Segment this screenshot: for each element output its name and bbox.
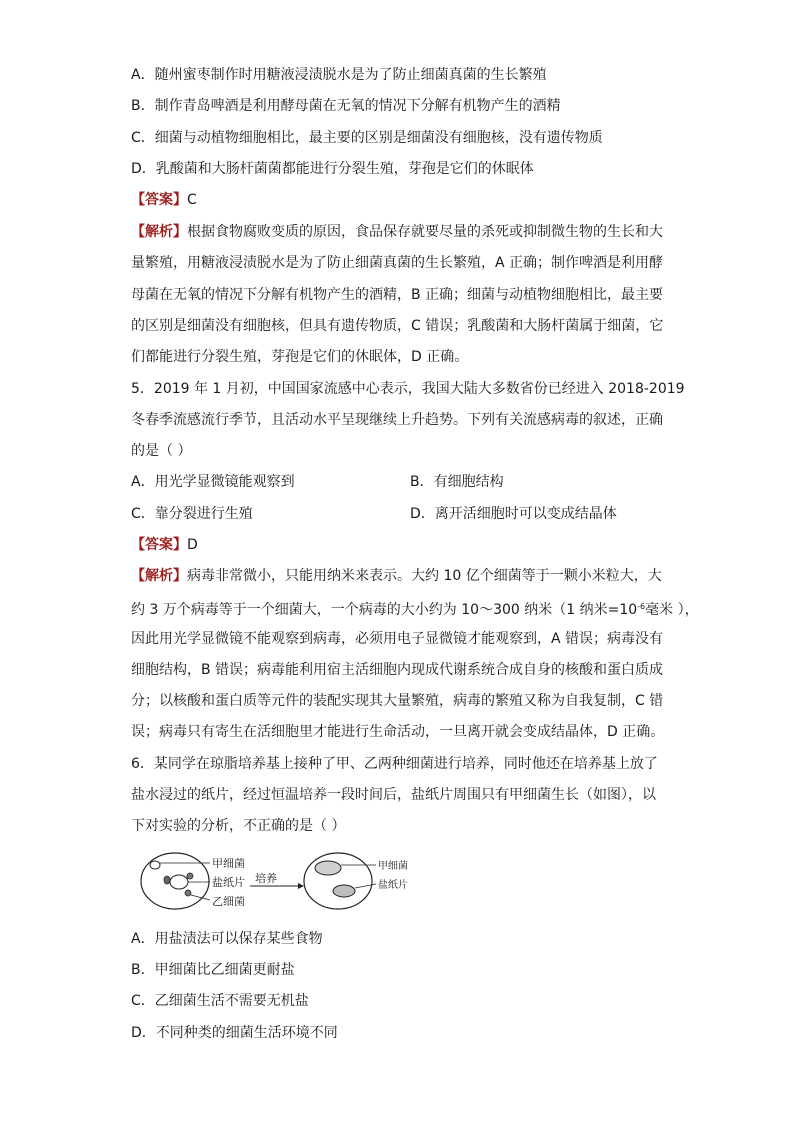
q4-analysis-line: 们都能进行分裂生殖，芽孢是它们的休眠体，D 正确。 xyxy=(131,349,469,365)
q4-option-d: D．乳酸菌和大肠杆菌菌都能进行分裂生殖，芽孢是它们的休眠体 xyxy=(131,161,534,177)
salt-paper-left xyxy=(170,875,188,889)
q5-stem-line: 冬春季流感流行季节，且活动水平呈现继续上升趋势。下列有关流感病毒的叙述，正确 xyxy=(131,412,663,428)
q4-answer xyxy=(131,190,197,210)
label-jia: 甲细菌 xyxy=(212,857,245,870)
petri-dish-right xyxy=(304,853,372,909)
q4-analysis-line: 的区别是细菌没有细胞核，但具有遗传物质，C 错误；乳酸菌和大肠杆菌属于细菌，它 xyxy=(131,318,664,334)
answer-label: 【答案】 xyxy=(131,537,187,553)
analysis-text: 约 3 万个病毒等于一个细菌大，一个病毒的大小约为 10～300 纳米（1 纳米=10 xyxy=(131,602,638,618)
bacteria-yi-colony xyxy=(185,890,191,896)
q5-option-d: D．离开活细胞时可以变成结晶体 xyxy=(410,506,617,522)
q4-analysis-line: 量繁殖，用糖液浸渍脱水是为了防止细菌真菌的生长繁殖，A 正确；制作啤酒是利用酵 xyxy=(131,255,664,271)
answer-label: 【答案】 xyxy=(131,192,187,208)
q5-analysis-line: 误；病毒只有寄生在活细胞里才能进行生命活动，一旦离开就会变成结晶体，D 正确。 xyxy=(131,724,665,740)
q4-option-b: B．制作青岛啤酒是利用酵母菌在无氧的情况下分解有机物产生的酒精 xyxy=(131,98,561,114)
arrow-head xyxy=(298,883,304,889)
culture-dish-diagram xyxy=(138,848,408,914)
q4-analysis-line xyxy=(131,222,663,242)
bacteria-jia-colony xyxy=(150,861,160,869)
q6-stem-line: 盐水浸过的纸片，经过恒温培养一段时间后，盐纸片周围只有甲细菌生长（如图），以 xyxy=(131,787,656,803)
q4-option-c: C．细菌与动植物细胞相比，最主要的区别是细菌没有细胞核，没有遗传物质 xyxy=(131,130,603,146)
label-yi: 乙细菌 xyxy=(212,895,245,908)
q5-stem-line: 的是（ ） xyxy=(131,443,192,459)
q6-option-b: B．甲细菌比乙细菌更耐盐 xyxy=(131,962,295,978)
bacteria-colony xyxy=(187,873,193,879)
analysis-text: 毫米 ）， xyxy=(645,602,699,618)
q6-option-c: C．乙细菌生活不需要无机盐 xyxy=(131,993,309,1009)
leader-line xyxy=(355,884,376,888)
q5-option-b: B．有细胞结构 xyxy=(410,474,504,490)
q6-stem-line: 下对实验的分析，不正确的是（ ） xyxy=(131,818,346,834)
q5-analysis-line xyxy=(131,597,699,620)
bacteria-jia-growth xyxy=(315,861,341,875)
q5-option-c: C．靠分裂进行生殖 xyxy=(131,506,253,522)
analysis-label: 【解析】 xyxy=(131,568,187,584)
q6-option-a: A．用盐渍法可以保存某些食物 xyxy=(131,931,323,947)
bacteria-colony xyxy=(164,876,170,884)
analysis-label: 【解析】 xyxy=(131,224,187,240)
q5-option-a: A．用光学显微镜能观察到 xyxy=(131,474,295,490)
analysis-text: 根据食物腐败变质的原因，食品保存就要尽量的杀死或抑制微生物的生长和大 xyxy=(187,224,663,240)
salt-paper-right xyxy=(333,885,355,897)
q4-option-a: A．随州蜜枣制作时用糖液浸渍脱水是为了防止细菌真菌的生长繁殖 xyxy=(131,67,547,83)
q5-analysis-line: 分；以核酸和蛋白质等元件的装配实现其大量繁殖，病毒的繁殖又称为自我复制，C 错 xyxy=(131,693,664,709)
petri-dish-left xyxy=(141,853,209,909)
label-jia-right: 甲细菌 xyxy=(378,861,408,872)
q5-stem-line: 5．2019 年 1 月初，中国国家流感中心表示，我国大陆大多数省份已经进入 2018-2019 xyxy=(131,381,685,397)
q5-analysis-line: 细胞结构，B 错误；病毒能利用宿主活细胞内现成代谢系统合成自身的核酸和蛋白质成 xyxy=(131,662,664,678)
q4-analysis-line: 母菌在无氧的情况下分解有机物产生的酒精，B 正确；细菌与动植物细胞相比，最主要 xyxy=(131,287,664,303)
q6-stem-line: 6．某同学在琼脂培养基上接种了甲、乙两种细菌进行培养，同时他还在培养基上放了 xyxy=(131,756,658,772)
answer-value: D xyxy=(187,537,198,553)
q6-option-d: D．不同种类的细菌生活环境不同 xyxy=(131,1025,338,1041)
q5-analysis-line xyxy=(131,566,662,586)
exponent: -6 xyxy=(637,602,646,611)
label-paper-right: 盐纸片 xyxy=(378,880,408,891)
answer-value: C xyxy=(187,192,197,208)
label-paper: 盐纸片 xyxy=(212,876,245,889)
arrow-label: 培养 xyxy=(255,872,277,885)
q5-answer xyxy=(131,535,198,555)
q5-analysis-line: 因此用光学显微镜不能观察到病毒，必须用电子显微镜才能观察到，A 错误；病毒没有 xyxy=(131,631,664,647)
analysis-text: 病毒非常微小，只能用纳米来表示。大约 10 亿个细菌等于一颗小米粒大，大 xyxy=(187,568,662,584)
